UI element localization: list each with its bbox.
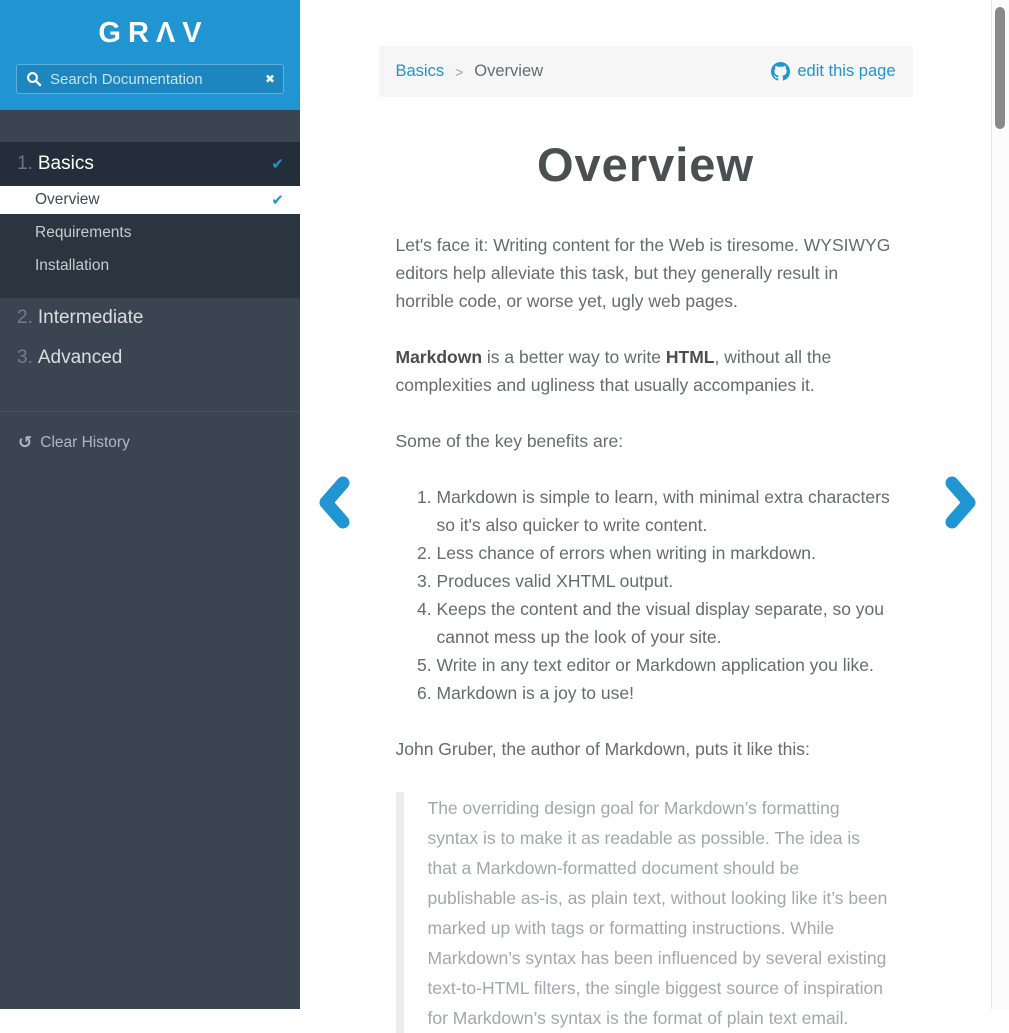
- paragraph-gruber: John Gruber, the author of Markdown, puts it like this:: [395, 739, 810, 759]
- sidebar-item-basics[interactable]: [0, 142, 300, 186]
- history-icon: ↺: [18, 432, 33, 453]
- sidebar: [0, 0, 300, 1009]
- list-item: 6. Markdown is a joy to use!: [437, 679, 896, 707]
- chapter-label: Advanced: [37, 347, 123, 368]
- page-title: Overview: [536, 138, 755, 191]
- breadcrumb: [379, 46, 913, 97]
- github-icon: [771, 62, 790, 81]
- sidebar-nav: [0, 110, 300, 452]
- clear-search-icon[interactable]: ✖: [264, 72, 275, 86]
- chapter-number: 3.: [17, 347, 33, 368]
- chapter-number: 1.: [17, 153, 33, 174]
- edit-this-page-label: edit this page: [797, 62, 896, 80]
- paragraph-intro: Let's face it: Writing content for the Web is tiresome. WYSIWYG editors help alleviate this task, but they generally result in horrible code, or worse yet, ugly web pages.: [395, 235, 891, 311]
- paragraph-markdown: Markdown is a better way to write HTML, without all the complexities and ugliness that usually accompanies it.: [395, 347, 832, 395]
- list-item: 2. Less chance of errors when writing in markdown.: [437, 539, 896, 567]
- clear-history-button[interactable]: [0, 434, 300, 452]
- sidebar-divider: [0, 411, 300, 412]
- search-input[interactable]: [16, 64, 284, 94]
- paragraph-benefits-lead: Some of the key benefits are:: [395, 431, 624, 451]
- basics-subpages: [0, 214, 300, 298]
- sidebar-item-overview[interactable]: [0, 186, 300, 214]
- benefits-list: [396, 483, 896, 707]
- breadcrumb-separator: >: [455, 63, 464, 80]
- gruber-quote: The overriding design goal for Markdown’s formatting syntax is to make it as readable as possible. The idea is that a Markdown-formatted document should be publishable as-is, as plain text, without looking like it’s been marked up with tags or formatting instructions. While Markdown’s syntax has been influenced by several existing text-to-HTML filters, the single biggest source of inspiration for Markdown’s syntax is the format of plain text email.: [396, 792, 896, 1033]
- next-page-arrow[interactable]: [944, 476, 978, 529]
- search-icon: [26, 71, 42, 87]
- edit-this-page-link[interactable]: [771, 62, 895, 81]
- sidebar-item-intermediate[interactable]: [0, 298, 300, 338]
- sidebar-header: [0, 0, 300, 110]
- list-item: 4. Keeps the content and the visual display separate, so you cannot mess up the look of your site.: [437, 595, 896, 651]
- page-label: Requirements: [35, 223, 132, 241]
- chapter-label: Intermediate: [37, 307, 144, 328]
- grav-logo[interactable]: GRΛV: [98, 17, 209, 49]
- previous-page-arrow[interactable]: [317, 476, 351, 529]
- chapter-label: Basics: [37, 153, 94, 174]
- list-item: 1. Markdown is simple to learn, with minimal extra characters so it's also quicker to write content.: [437, 483, 896, 539]
- sidebar-item-advanced[interactable]: [0, 338, 300, 378]
- bold-markdown: Markdown: [395, 347, 483, 367]
- sidebar-item-installation[interactable]: [0, 249, 300, 282]
- scrollbar-track[interactable]: [991, 0, 1009, 1009]
- list-item: 3. Produces valid XHTML output.: [437, 567, 896, 595]
- breadcrumb-current: Overview: [474, 62, 544, 80]
- bold-html: HTML: [665, 347, 715, 367]
- page-label: Installation: [35, 256, 110, 274]
- search-box: [16, 64, 284, 94]
- clear-history-label: Clear History: [40, 434, 130, 451]
- breadcrumb-link-basics[interactable]: Basics: [395, 62, 445, 80]
- sidebar-item-requirements[interactable]: [0, 216, 300, 249]
- check-icon: ✔: [271, 191, 284, 209]
- check-icon: ✔: [271, 155, 284, 173]
- list-item: 5. Write in any text editor or Markdown application you like.: [437, 651, 896, 679]
- scrollbar-thumb[interactable]: [995, 7, 1005, 129]
- main-content: [300, 0, 991, 1028]
- article-body: [379, 231, 913, 1033]
- chapter-number: 2.: [17, 307, 33, 328]
- page-label: Overview: [35, 191, 100, 208]
